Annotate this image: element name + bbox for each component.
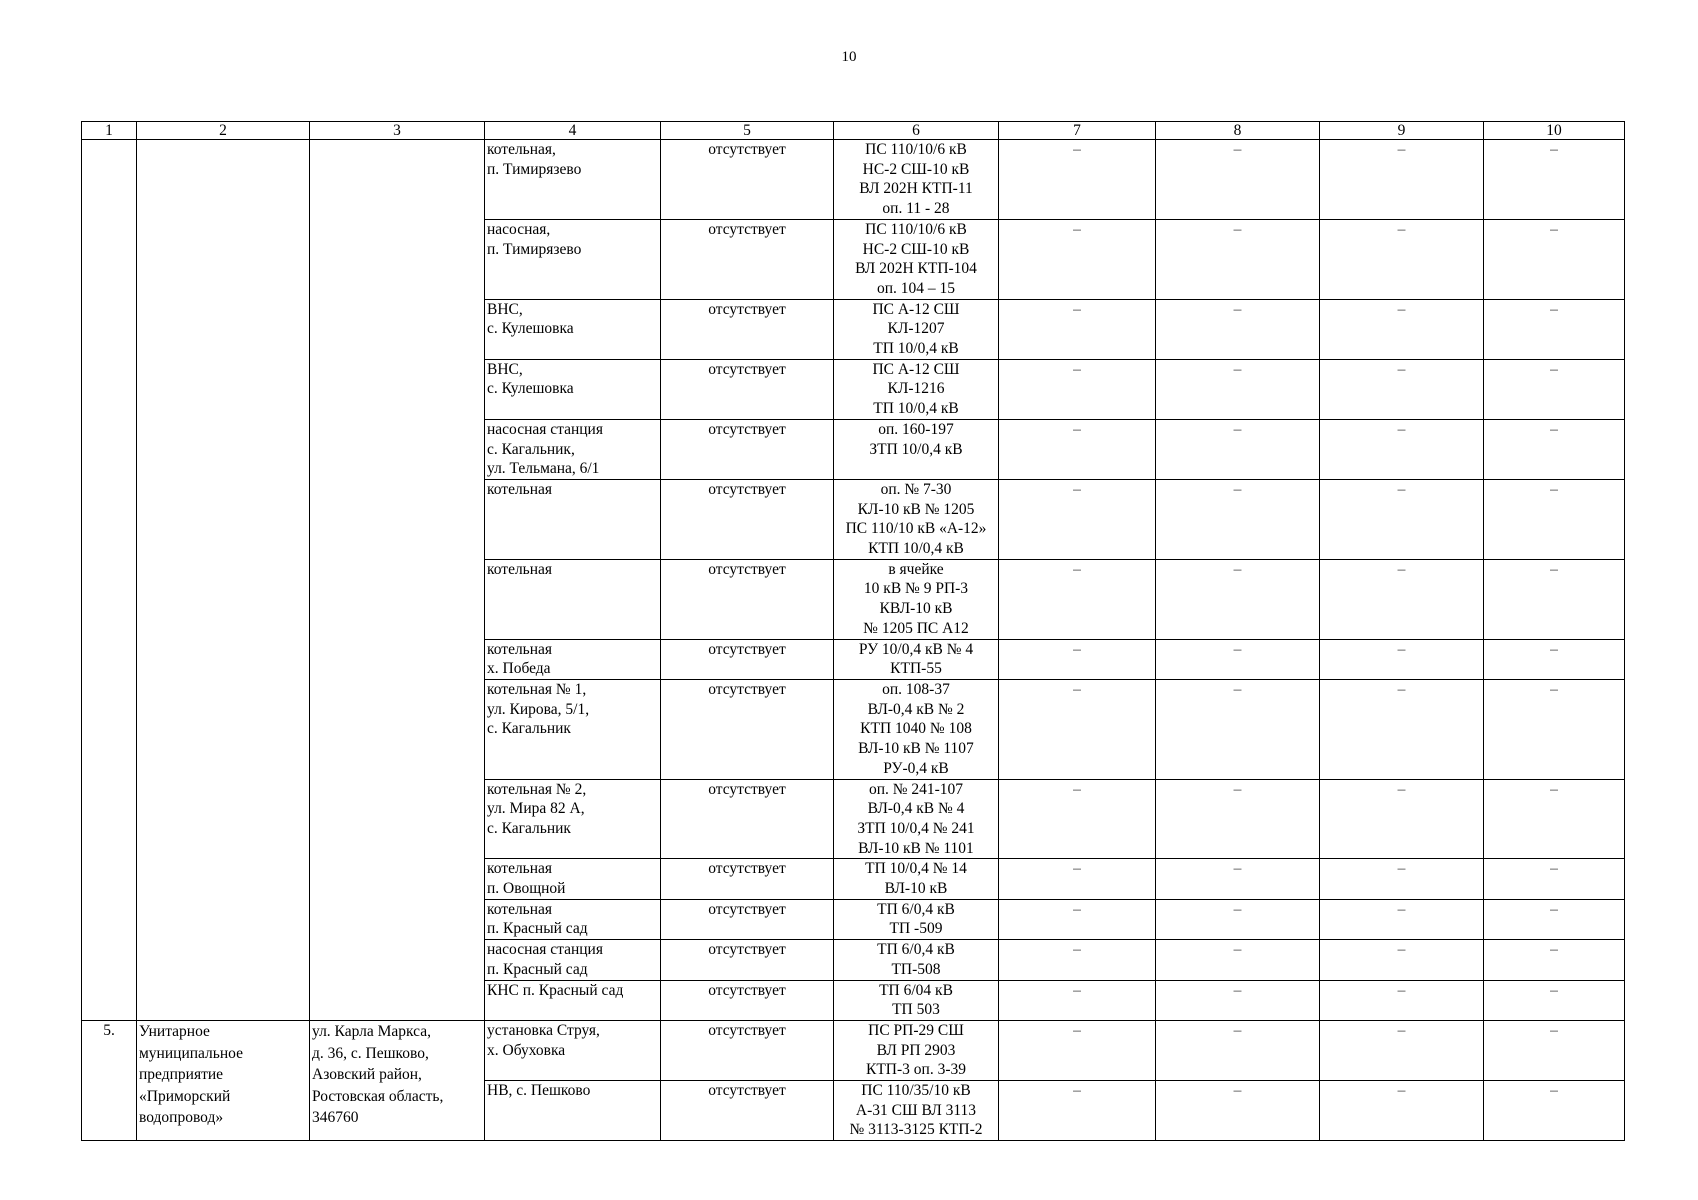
dash-cell: – [1156, 359, 1320, 419]
power-line: ВЛ-10 кВ № 1101 [858, 839, 974, 857]
power-line: ПС 110/10 кВ «А-12» [845, 520, 987, 538]
status-cell: отсутствует [661, 1020, 834, 1080]
object-line: котельная [487, 860, 553, 878]
dash-cell: – [999, 359, 1156, 419]
object-line: ВНС, [487, 360, 523, 378]
dash-cell: – [1156, 940, 1320, 980]
dash-cell: – [1320, 219, 1484, 299]
dash-cell: – [999, 140, 1156, 220]
status-cell: отсутствует [661, 779, 834, 859]
status-cell: отсутствует [661, 859, 834, 899]
power-line: оп. 108-37 [882, 680, 950, 698]
dash-cell: – [1320, 140, 1484, 220]
power-line: КТП-3 оп. 3-39 [866, 1061, 966, 1079]
power-line: КЛ-10 кВ № 1205 [857, 500, 975, 518]
power-line: ТП -509 [889, 920, 943, 938]
dash-cell: – [1156, 299, 1320, 359]
power-line: оп. 160-197 [878, 420, 954, 438]
dash-cell: – [1320, 779, 1484, 859]
organization-line: водопровод» [139, 1109, 224, 1127]
power-line: КТП-55 [890, 660, 942, 678]
dash-cell: – [1320, 299, 1484, 359]
power-source-cell [834, 899, 999, 939]
status-cell: отсутствует [661, 899, 834, 939]
column-header: 1 [82, 122, 137, 140]
dash-cell: – [1156, 479, 1320, 559]
table-body [82, 140, 1625, 1141]
organization-line: муниципальное [139, 1044, 243, 1062]
power-line: РУ 10/0,4 кВ № 4 [858, 640, 974, 658]
object-cell [485, 859, 661, 899]
dash-cell: – [1156, 559, 1320, 639]
dash-cell: – [1320, 1081, 1484, 1141]
object-cell [485, 1020, 661, 1080]
status-cell: отсутствует [661, 479, 834, 559]
number-cell: 5. [82, 1020, 137, 1140]
dash-cell: – [1484, 679, 1625, 779]
object-cell [485, 419, 661, 479]
dash-cell: – [999, 479, 1156, 559]
dash-cell: – [1484, 779, 1625, 859]
object-cell [485, 219, 661, 299]
organization-line: Унитарное [139, 1022, 210, 1040]
object-line: НВ, с. Пешково [487, 1082, 591, 1100]
status-cell: отсутствует [661, 940, 834, 980]
power-line: ТП 503 [892, 1001, 940, 1019]
status-cell: отсутствует [661, 679, 834, 779]
power-line: ПС А-12 СШ [872, 300, 960, 318]
dash-cell: – [1320, 940, 1484, 980]
power-source-cell [834, 419, 999, 479]
dash-cell: – [999, 859, 1156, 899]
dash-cell: – [1156, 140, 1320, 220]
power-line: КТП 1040 № 108 [860, 720, 972, 738]
power-line: ПС РП-29 СШ [868, 1021, 964, 1039]
dash-cell: – [999, 219, 1156, 299]
column-header: 3 [310, 122, 485, 140]
object-line: с. Кулешовка [487, 380, 574, 398]
power-line: ВЛ 202Н КТП-104 [855, 260, 977, 278]
object-line: с. Кагальник [487, 819, 571, 837]
dash-cell: – [1156, 980, 1320, 1020]
power-source-cell [834, 1081, 999, 1141]
dash-cell: – [1484, 899, 1625, 939]
dash-cell: – [1156, 679, 1320, 779]
dash-cell: – [999, 639, 1156, 679]
dash-cell: – [1484, 299, 1625, 359]
column-header: 2 [137, 122, 310, 140]
object-cell [485, 679, 661, 779]
dash-cell: – [1484, 559, 1625, 639]
object-cell [485, 940, 661, 980]
power-source-cell [834, 1020, 999, 1080]
dash-cell: – [1484, 1081, 1625, 1141]
power-line: ПС 110/10/6 кВ [865, 220, 967, 238]
address-line: ул. Карла Маркса, [312, 1022, 431, 1040]
column-number-row [82, 122, 1625, 140]
dash-cell: – [1484, 940, 1625, 980]
power-source-cell [834, 479, 999, 559]
power-source-cell [834, 359, 999, 419]
dash-cell: – [1320, 679, 1484, 779]
address-cell [310, 1020, 485, 1140]
status-cell: отсутствует [661, 419, 834, 479]
object-line: п. Красный сад [487, 960, 588, 978]
dash-cell: – [1320, 479, 1484, 559]
dash-cell: – [1484, 1020, 1625, 1080]
object-line: насосная станция [487, 941, 603, 959]
power-line: ПС 110/35/10 кВ [861, 1082, 971, 1100]
address-line: д. 36, с. Пешково, [312, 1044, 429, 1062]
object-line: котельная № 2, [487, 780, 587, 798]
power-line: оп. 11 - 28 [882, 200, 950, 218]
object-line: п. Тимирязево [487, 240, 582, 258]
power-source-cell [834, 639, 999, 679]
power-line: КЛ-1207 [887, 320, 945, 338]
object-line: насосная станция [487, 420, 603, 438]
power-line: РУ-0,4 кВ [883, 759, 949, 777]
dash-cell: – [1156, 419, 1320, 479]
object-cell [485, 639, 661, 679]
dash-cell: – [999, 299, 1156, 359]
organization-line: «Приморский [139, 1087, 231, 1105]
object-cell [485, 779, 661, 859]
address-line: 346760 [312, 1109, 359, 1127]
status-cell: отсутствует [661, 140, 834, 220]
power-line: ПС 110/10/6 кВ [865, 141, 967, 158]
object-line: с. Кулешовка [487, 320, 574, 338]
power-line: № 1205 ПС А12 [863, 619, 969, 637]
data-table [81, 121, 1625, 1141]
power-line: КЛ-1216 [887, 380, 945, 398]
object-cell [485, 899, 661, 939]
dash-cell: – [1320, 419, 1484, 479]
dash-cell: – [1484, 419, 1625, 479]
status-cell: отсутствует [661, 1081, 834, 1141]
power-line: оп. № 241-107 [868, 780, 964, 798]
power-line: НС-2 СШ-10 кВ [862, 240, 970, 258]
power-line: в ячейке [888, 560, 944, 578]
object-line: п. Красный сад [487, 920, 588, 938]
dash-cell: – [1484, 140, 1625, 220]
object-line: с. Кагальник, [487, 440, 575, 458]
address-line: Азовский район, [312, 1066, 422, 1084]
object-line: п. Овощной [487, 880, 566, 898]
table-row [82, 1020, 1625, 1080]
object-line: котельная [487, 900, 553, 918]
object-line: с. Кагальник [487, 720, 571, 738]
column-header: 8 [1156, 122, 1320, 140]
dash-cell: – [999, 419, 1156, 479]
status-cell: отсутствует [661, 359, 834, 419]
address-line: Ростовская область, [312, 1087, 444, 1105]
number-cell [82, 140, 137, 1021]
power-line: ЗТП 10/0,4 № 241 [857, 819, 975, 837]
dash-cell: – [1156, 219, 1320, 299]
power-line: ПС А-12 СШ [872, 360, 960, 378]
power-line: НС-2 СШ-10 кВ [862, 160, 970, 178]
dash-cell: – [1484, 639, 1625, 679]
dash-cell: – [999, 980, 1156, 1020]
object-line: установка Струя, [487, 1021, 600, 1039]
dash-cell: – [999, 1020, 1156, 1080]
dash-cell: – [1156, 1020, 1320, 1080]
object-cell [485, 479, 661, 559]
power-line: ТП-508 [891, 960, 941, 978]
dash-cell: – [999, 940, 1156, 980]
object-cell [485, 1081, 661, 1141]
dash-cell: – [999, 899, 1156, 939]
table-row [82, 140, 1625, 220]
object-line: ул. Мира 82 А, [487, 800, 585, 818]
dash-cell: – [999, 679, 1156, 779]
object-cell [485, 140, 661, 220]
power-line: А-31 СШ ВЛ 3113 [855, 1101, 977, 1119]
dash-cell: – [1156, 859, 1320, 899]
power-line: КВЛ-10 кВ [879, 600, 953, 618]
dash-cell: – [1320, 1020, 1484, 1080]
object-line: ул. Кирова, 5/1, [487, 700, 590, 718]
power-source-cell [834, 859, 999, 899]
dash-cell: – [1156, 779, 1320, 859]
object-line: насосная, [487, 220, 551, 238]
status-cell: отсутствует [661, 559, 834, 639]
power-line: ВЛ РП 2903 [876, 1041, 956, 1059]
power-line: № 3113-3125 КТП-2 [849, 1121, 983, 1139]
object-line: котельная [487, 560, 553, 578]
column-header: 10 [1484, 122, 1625, 140]
object-line: п. Тимирязево [487, 160, 582, 178]
dash-cell: – [1156, 639, 1320, 679]
dash-cell: – [1484, 980, 1625, 1020]
power-source-cell [834, 679, 999, 779]
dash-cell: – [1484, 479, 1625, 559]
dash-cell: – [999, 779, 1156, 859]
power-line: ТП 6/0,4 кВ [877, 941, 955, 959]
power-line: оп. 104 – 15 [876, 279, 956, 297]
object-line: х. Обуховка [487, 1041, 566, 1059]
power-line: 10 кВ № 9 РП-3 [863, 580, 969, 598]
dash-cell: – [1320, 359, 1484, 419]
column-header: 5 [661, 122, 834, 140]
status-cell: отсутствует [661, 219, 834, 299]
dash-cell: – [1320, 980, 1484, 1020]
object-line: котельная [487, 480, 553, 498]
dash-cell: – [1320, 899, 1484, 939]
power-source-cell [834, 299, 999, 359]
dash-cell: – [1156, 1081, 1320, 1141]
dash-cell: – [1484, 219, 1625, 299]
organization-line: предприятие [139, 1066, 224, 1084]
power-source-cell [834, 219, 999, 299]
object-cell [485, 299, 661, 359]
power-line: ТП 6/04 кВ [879, 981, 953, 999]
power-line: оп. № 7-30 [880, 480, 952, 498]
object-line: котельная, [487, 141, 556, 158]
dash-cell: – [1320, 639, 1484, 679]
organization-cell [137, 1020, 310, 1140]
power-source-cell [834, 980, 999, 1020]
column-header: 9 [1320, 122, 1484, 140]
power-line: ТП 10/0,4 № 14 [865, 860, 967, 878]
object-cell [485, 980, 661, 1020]
status-cell: отсутствует [661, 299, 834, 359]
dash-cell: – [1484, 859, 1625, 899]
address-cell [310, 140, 485, 1021]
page-number: 10 [841, 49, 857, 65]
power-line: ВЛ-10 кВ [884, 880, 948, 898]
dash-cell: – [1320, 559, 1484, 639]
object-cell [485, 359, 661, 419]
power-line: ТП 10/0,4 кВ [873, 400, 959, 418]
object-line: ул. Тельмана, 6/1 [487, 460, 600, 478]
dash-cell: – [1320, 859, 1484, 899]
column-header: 6 [834, 122, 999, 140]
power-line: ВЛ 202Н КТП-11 [859, 180, 973, 198]
power-source-cell [834, 140, 999, 220]
status-cell: отсутствует [661, 980, 834, 1020]
power-source-cell [834, 779, 999, 859]
dash-cell: – [1484, 359, 1625, 419]
power-line: ТП 6/0,4 кВ [877, 900, 955, 918]
power-source-cell [834, 559, 999, 639]
dash-cell: – [999, 559, 1156, 639]
status-cell: отсутствует [661, 639, 834, 679]
object-cell [485, 559, 661, 639]
object-line: х. Победа [487, 660, 551, 678]
column-header: 7 [999, 122, 1156, 140]
object-line: КНС п. Красный сад [487, 981, 624, 999]
object-line: котельная [487, 640, 553, 658]
power-line: КТП 10/0,4 кВ [868, 540, 964, 558]
power-source-cell [834, 940, 999, 980]
dash-cell: – [1156, 899, 1320, 939]
power-line: ВЛ-10 кВ № 1107 [858, 740, 974, 758]
object-line: ВНС, [487, 300, 523, 318]
power-line: ВЛ-0,4 кВ № 2 [867, 700, 965, 718]
power-line: ТП 10/0,4 кВ [873, 340, 959, 358]
organization-cell [137, 140, 310, 1021]
dash-cell: – [999, 1081, 1156, 1141]
power-line: ВЛ-0,4 кВ № 4 [867, 800, 965, 818]
object-line: котельная № 1, [487, 680, 587, 698]
column-header: 4 [485, 122, 661, 140]
power-line: ЗТП 10/0,4 кВ [869, 440, 963, 458]
